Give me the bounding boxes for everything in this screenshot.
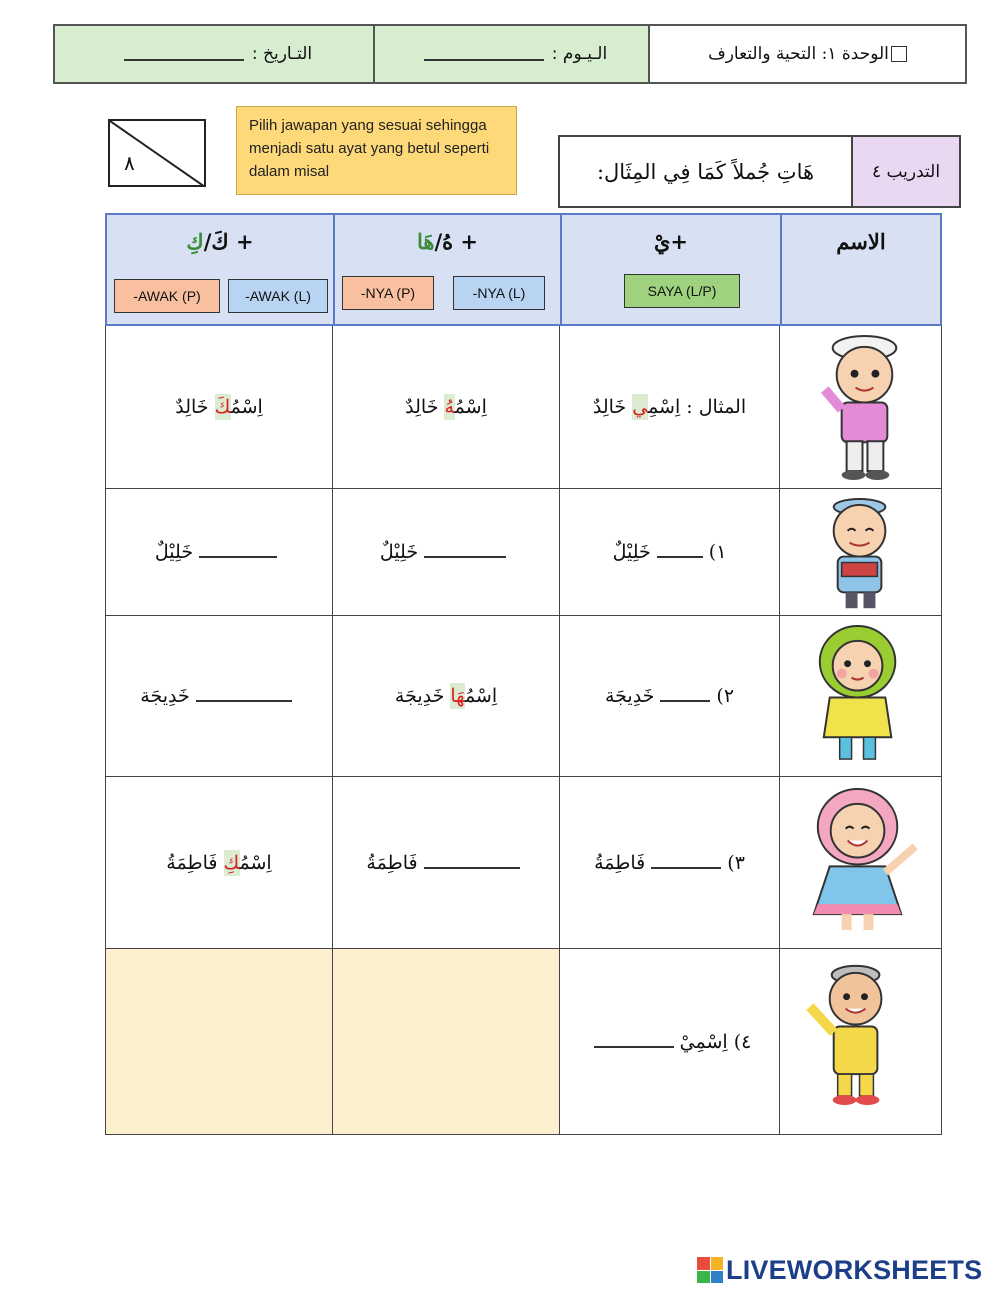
cell-hu <box>333 777 560 948</box>
boy-waving-illustration <box>790 953 939 1112</box>
date-field <box>55 26 375 82</box>
table-header <box>105 213 942 326</box>
tag-awak-l: -AWAK (L) <box>228 279 328 313</box>
logo-brand-text: LIVEWORKSHEETS <box>726 1254 983 1285</box>
header-col-kaki <box>107 215 335 324</box>
name-word: خَدِيجَة <box>140 685 190 707</box>
boy-pink-shirt-illustration <box>790 330 939 484</box>
answer-blank[interactable] <box>660 688 710 702</box>
tag-nya-l: -NYA (L) <box>453 276 545 310</box>
boy-with-book-illustration <box>790 493 939 612</box>
name-word: فَاطِمَةُ <box>366 851 418 874</box>
col-kaki-title-green: كِ <box>186 229 204 254</box>
worksheet-header <box>53 24 967 84</box>
col-hu-title-green: هَا <box>416 229 435 254</box>
tag-awak-p: -AWAK (P) <box>114 279 220 313</box>
cell-kaki <box>105 489 333 615</box>
cell-ya <box>560 326 780 488</box>
tag-saya: SAYA (L/P) <box>624 274 740 308</box>
word-stem: اِسْمُ <box>230 396 263 418</box>
answer-blank[interactable] <box>651 855 721 869</box>
name-word: فَاطِمَةُ <box>594 851 646 874</box>
cell-picture <box>780 489 942 615</box>
word-stem: اِسْمُ <box>454 396 487 418</box>
cell-kaki <box>105 616 333 776</box>
cell-ya <box>560 489 780 615</box>
suffix-highlight: كَ <box>214 396 231 418</box>
day-field <box>375 26 650 82</box>
name-word: خَلِيْلٌ <box>154 541 194 563</box>
table-row <box>105 326 942 489</box>
header-col-name <box>782 215 940 324</box>
example-label: المثال : <box>686 396 747 418</box>
answer-blank[interactable] <box>657 544 703 558</box>
item-number: ١) <box>708 541 727 563</box>
girl-green-hijab-illustration <box>790 620 939 769</box>
cell-ya <box>560 777 780 948</box>
cell-kaki-empty[interactable] <box>105 949 333 1134</box>
table-row <box>105 616 942 777</box>
name-word: خَالِدٌ <box>175 396 215 418</box>
name-word: خَدِيجَة <box>394 685 451 707</box>
item-number: ٣) <box>727 851 745 874</box>
header-col-ya <box>562 215 782 324</box>
cell-picture <box>780 777 942 948</box>
item-number: ٤) <box>733 1030 752 1053</box>
word-stem: اِسْمُ <box>239 851 272 874</box>
answer-blank[interactable] <box>199 544 277 558</box>
answer-blank[interactable] <box>594 1034 674 1048</box>
cell-picture <box>780 326 942 488</box>
name-word: خَالِدٌ <box>592 396 633 418</box>
exercise-box <box>558 135 961 208</box>
cell-picture <box>780 616 942 776</box>
exercise-label: التدريب ٤ <box>851 137 959 206</box>
cell-hu-empty[interactable] <box>333 949 560 1134</box>
table-row <box>105 777 942 949</box>
col-kaki-title: + كَ/ <box>203 229 254 254</box>
table-row <box>105 489 942 616</box>
cell-ya <box>560 949 780 1134</box>
name-word: خَالِدٌ <box>405 396 445 418</box>
unit-title-cell <box>650 26 965 82</box>
date-label: التـاريخ : <box>251 44 313 64</box>
word-stem: اِسْمِ <box>648 396 681 418</box>
score-value: ٨ <box>124 151 135 175</box>
girl-pink-hijab-illustration <box>790 781 939 940</box>
table-row <box>105 949 942 1135</box>
col-name-title: الاسم <box>836 229 886 254</box>
answer-blank[interactable] <box>424 855 520 869</box>
unit-title: الوحدة ١: التحية والتعارف <box>708 44 889 64</box>
cell-picture <box>780 949 942 1134</box>
exercise-question: هَاتِ جُملاً كَمَا فِي المِثَال: <box>596 159 815 184</box>
answer-blank[interactable] <box>424 544 506 558</box>
day-label: الـيـوم : <box>551 44 608 64</box>
suffix-highlight: هَا <box>450 685 465 707</box>
cell-ya <box>560 616 780 776</box>
cell-hu <box>333 616 560 776</box>
name-word: خَدِيجَة <box>604 685 655 707</box>
cell-kaki <box>105 326 333 488</box>
unit-checkbox[interactable] <box>891 46 907 62</box>
name-word: خَلِيْلٌ <box>379 541 419 563</box>
cell-hu <box>333 489 560 615</box>
date-blank[interactable] <box>124 47 244 61</box>
col-hu-title: + هُ/ <box>434 229 479 254</box>
word-stem: اِسْمِيْ <box>679 1030 728 1053</box>
item-number: ٢) <box>716 685 735 707</box>
suffix-highlight: كِ <box>223 851 240 874</box>
day-blank[interactable] <box>424 47 544 61</box>
logo-mark-icon <box>697 1257 723 1283</box>
col-ya-title: +يْ <box>653 229 689 254</box>
suffix-highlight: هُ <box>444 396 455 418</box>
answer-blank[interactable] <box>196 688 292 702</box>
header-col-hu <box>335 215 562 324</box>
name-word: فَاطِمَةُ <box>166 851 224 874</box>
cell-kaki <box>105 777 333 948</box>
tag-nya-p: -NYA (P) <box>342 276 434 310</box>
suffix-highlight: ي <box>632 396 649 418</box>
name-word: خَلِيْلٌ <box>612 541 651 563</box>
score-box <box>108 119 206 187</box>
instruction-box: Pilih jawapan yang sesuai sehingga menjadi satu ayat yang betul seperti dalam misal <box>236 106 517 195</box>
cell-hu <box>333 326 560 488</box>
liveworksheets-logo <box>697 1253 982 1287</box>
word-stem: اِسْمُ <box>464 685 498 707</box>
